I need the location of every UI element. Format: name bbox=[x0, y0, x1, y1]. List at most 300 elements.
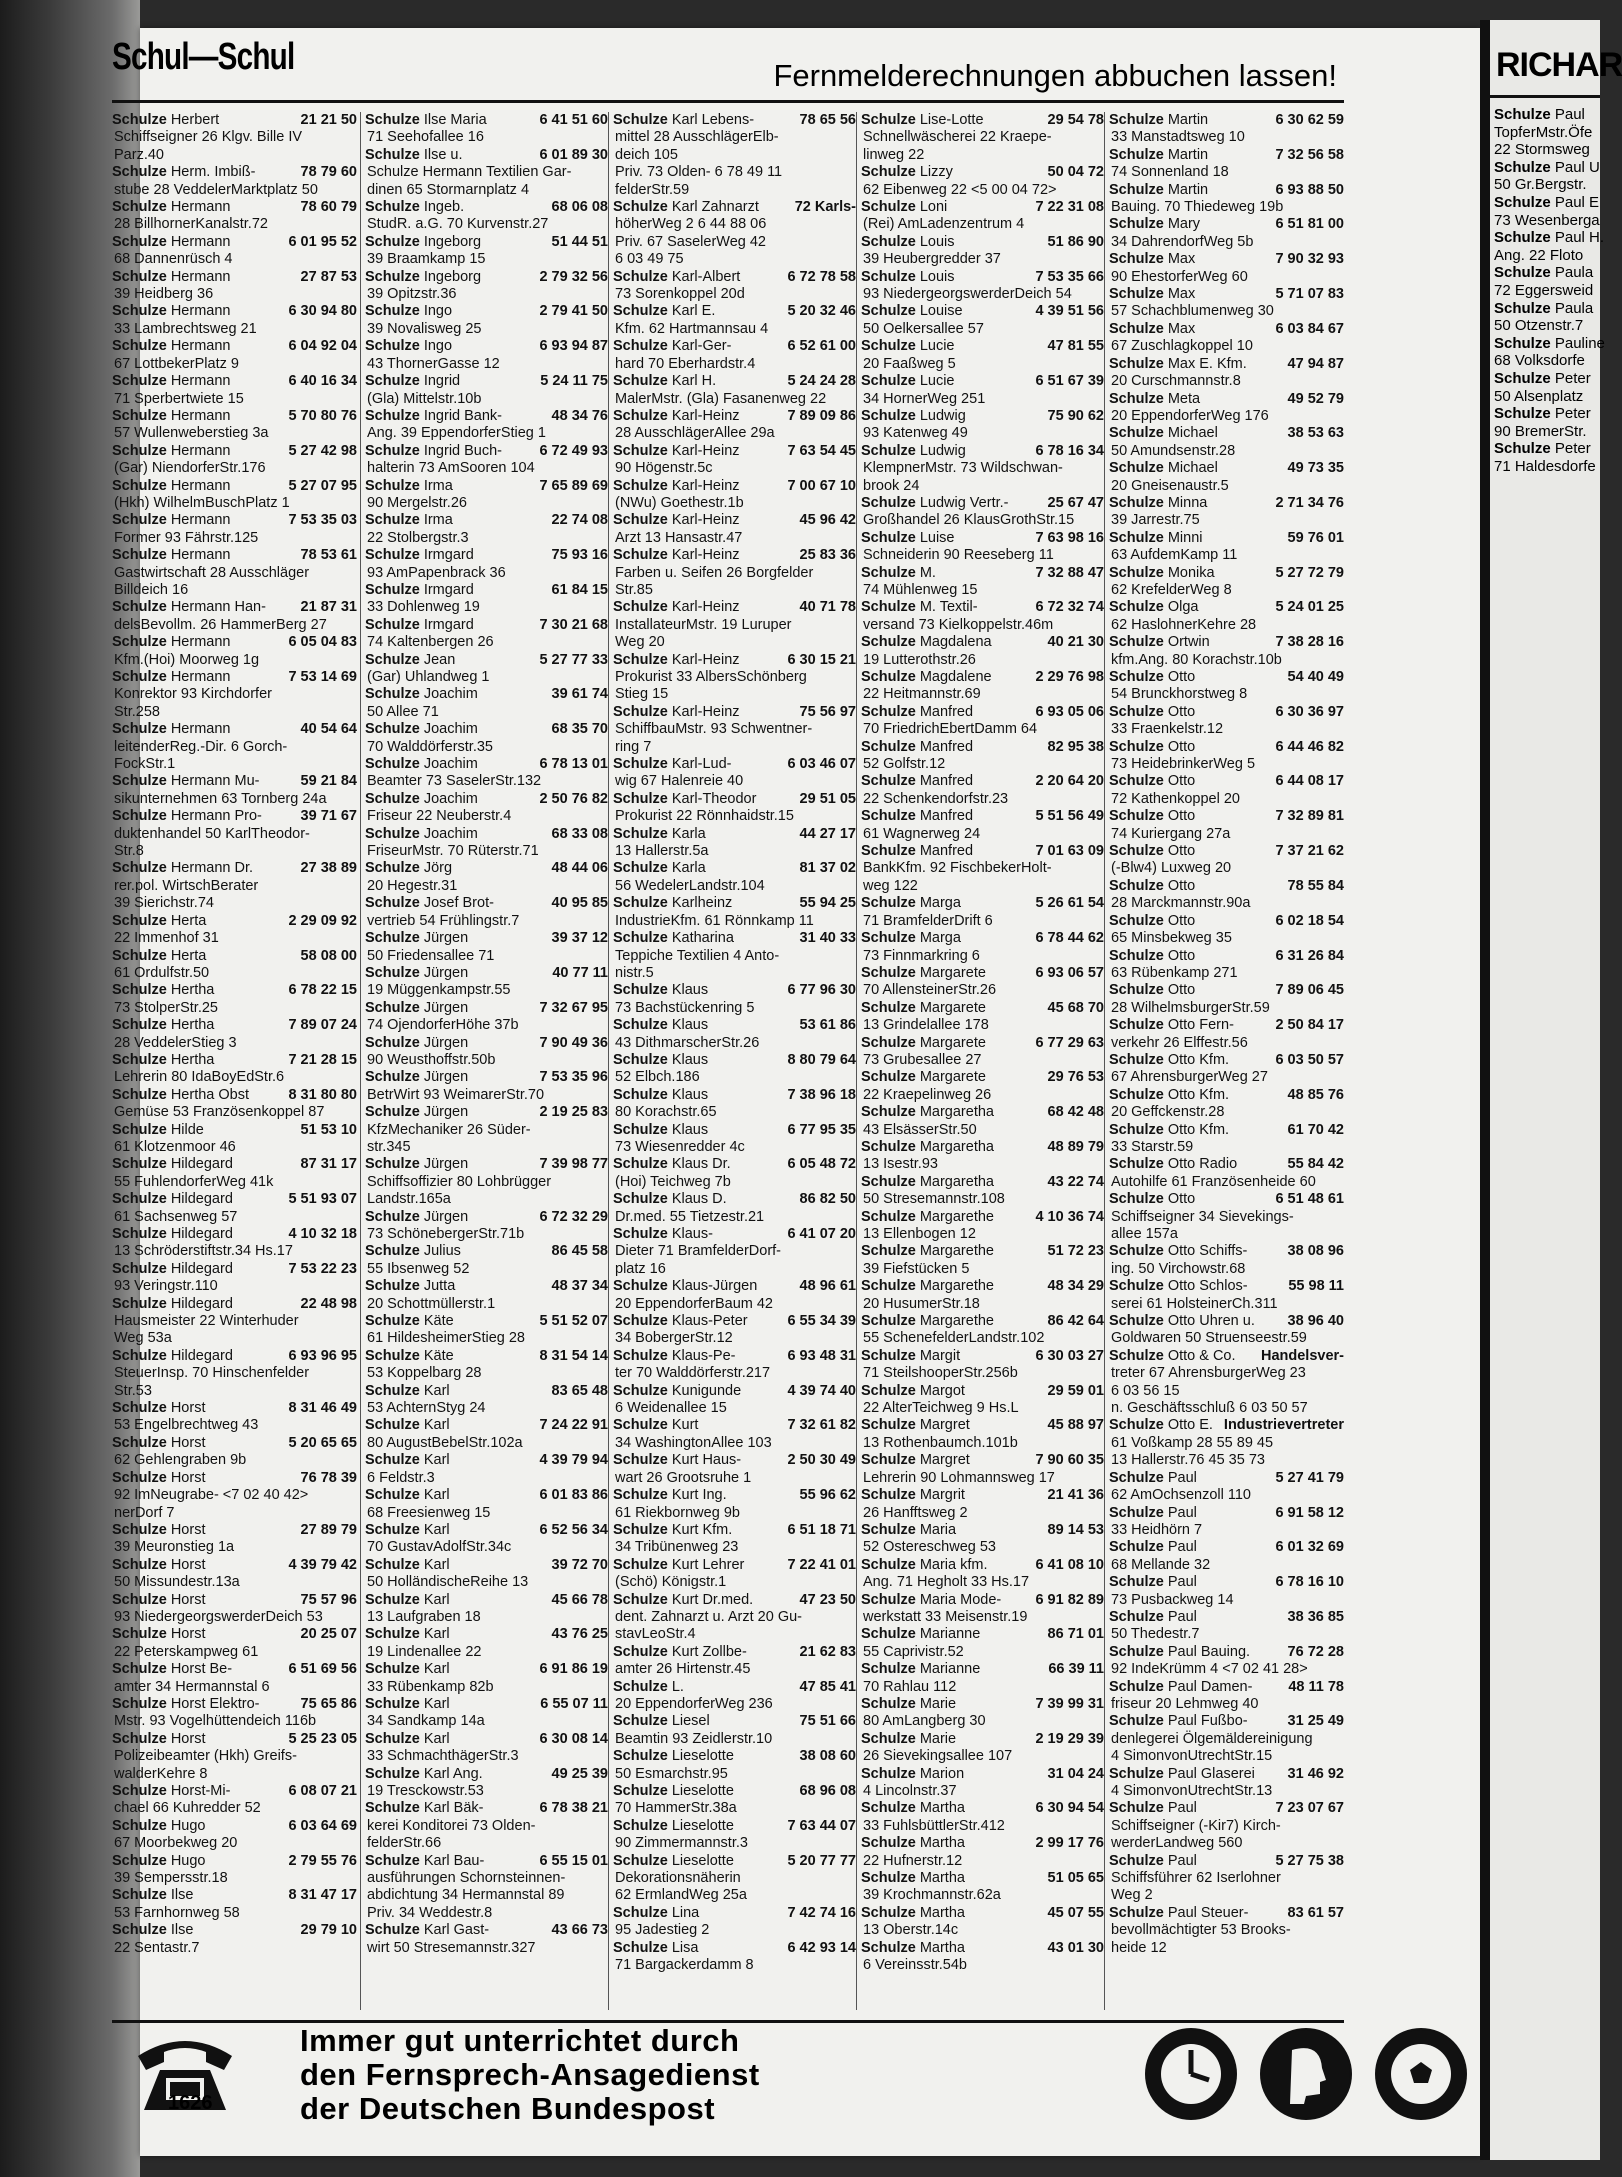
entry-detail-line: Stieg 15 bbox=[615, 686, 669, 703]
directory-entry bbox=[861, 303, 1104, 338]
entry-surname: Schulze bbox=[1109, 494, 1164, 511]
entry-given-name: Ludwig Vertr.- bbox=[919, 494, 1009, 511]
entry-detail-line: 6 Feldstr.3 bbox=[367, 1469, 435, 1486]
entry-first-line bbox=[112, 547, 357, 564]
right-page-detail: TopferMstr.Öfe bbox=[1494, 123, 1593, 141]
entry-detail-line: serei 61 HolsteinerCh.311 bbox=[1111, 1295, 1278, 1312]
entry-given-name: Hermann Han- bbox=[170, 599, 266, 616]
entry-detail-line: 13 Hallerstr.76 45 35 73 bbox=[1111, 1452, 1265, 1469]
directory-entry bbox=[861, 269, 1104, 304]
entry-first-line bbox=[861, 704, 1104, 721]
entry-name bbox=[112, 669, 282, 686]
entry-detail-line: hard 70 Eberhardstr.4 bbox=[615, 355, 756, 372]
entry-surname: Schulze bbox=[112, 1191, 167, 1208]
entry-first-line bbox=[112, 1783, 357, 1800]
entry-name bbox=[861, 408, 1042, 425]
entry-surname: Schulze bbox=[1109, 1313, 1164, 1330]
entry-phone-number: 5 20 32 46 bbox=[787, 303, 856, 320]
entry-first-line bbox=[1109, 391, 1344, 408]
directory-entry bbox=[861, 1592, 1104, 1627]
entry-phone-number: 6 08 07 21 bbox=[288, 1783, 357, 1799]
entry-first-line bbox=[1109, 669, 1344, 686]
entry-detail-line: 73 Grubesallee 27 bbox=[863, 1051, 982, 1068]
entry-given-name: Martha bbox=[919, 1939, 965, 1956]
entry-detail-line: treter 67 AhrensburgerWeg 23 bbox=[1111, 1365, 1306, 1382]
directory-entry bbox=[1109, 599, 1344, 634]
directory-entry bbox=[1109, 1313, 1344, 1348]
entry-phone-number: 47 94 87 bbox=[1287, 355, 1344, 372]
entry-first-line bbox=[365, 1000, 608, 1017]
entry-name bbox=[613, 112, 794, 129]
entry-first-line bbox=[365, 1731, 608, 1748]
entry-phone-number: 4 39 79 94 bbox=[539, 1452, 608, 1469]
directory-entry bbox=[613, 982, 856, 1017]
entry-name bbox=[613, 1853, 781, 1870]
entry-detail-line: 61 Riekbornweg 9b bbox=[615, 1504, 740, 1521]
entry-surname: Schulze bbox=[112, 1086, 167, 1103]
entry-given-name: Horst bbox=[170, 1434, 206, 1451]
entry-phone-number: 29 59 01 bbox=[1047, 1382, 1104, 1399]
entry-phone-number: 86 42 64 bbox=[1047, 1313, 1104, 1330]
entry-given-name: Otto bbox=[1167, 843, 1196, 860]
entry-detail-line: 53 Engelbrechtweg 43 bbox=[114, 1417, 259, 1434]
entry-phone-number: 6 77 29 63 bbox=[1035, 1034, 1104, 1051]
entry-detail-line: 19 Müggenkampstr.55 bbox=[367, 982, 511, 999]
directory-entry bbox=[861, 599, 1104, 634]
entry-phone-number: 43 22 74 bbox=[1047, 1173, 1104, 1190]
directory-entry bbox=[861, 1000, 1104, 1035]
entry-surname: Schulze bbox=[365, 964, 420, 981]
entry-surname: Schulze bbox=[1109, 1800, 1164, 1817]
entry-name bbox=[861, 843, 1029, 860]
entry-detail-line: Schiffsführer 62 Iserlohner bbox=[1111, 1870, 1281, 1887]
entry-detail-line: Str.85 bbox=[615, 581, 653, 598]
entry-given-name: Hermann bbox=[170, 233, 231, 250]
entry-given-name: Ingeborg bbox=[423, 268, 482, 285]
entry-detail-line: 62 AmOchsenzoll 110 bbox=[1111, 1487, 1251, 1504]
entry-name bbox=[365, 1522, 533, 1539]
entry-phone-number: 7 32 61 82 bbox=[787, 1417, 856, 1434]
entry-phone-number: 43 66 73 bbox=[551, 1922, 608, 1939]
entry-detail-line: SteuerInsp. 70 Hinschenfelder bbox=[114, 1365, 310, 1382]
entry-name bbox=[365, 1922, 546, 1939]
directory-entry bbox=[112, 373, 357, 408]
entry-detail-line: (Gla) Mittelstr.10b bbox=[367, 390, 482, 407]
entry-surname: Schulze bbox=[861, 1417, 916, 1434]
entry-first-line bbox=[112, 1922, 357, 1939]
entry-surname: Schulze bbox=[1109, 634, 1164, 651]
entry-first-line bbox=[112, 1818, 357, 1835]
directory-entry bbox=[112, 1626, 357, 1661]
entry-surname: Schulze bbox=[861, 999, 916, 1016]
entry-detail-line: stube 28 VeddelerMarktplatz 50 bbox=[114, 181, 318, 198]
entry-detail-line: 13 Grindelallee 178 bbox=[863, 1017, 989, 1034]
entry-surname: Schulze bbox=[1109, 1608, 1164, 1625]
directory-entry bbox=[1109, 1679, 1344, 1714]
entry-phone-number: 45 66 78 bbox=[551, 1591, 608, 1608]
entry-phone-number: 5 51 52 07 bbox=[539, 1313, 608, 1330]
entry-given-name: Manfred bbox=[919, 773, 974, 790]
entry-given-name: Julius bbox=[423, 1243, 461, 1260]
entry-given-name: Hermann bbox=[170, 669, 231, 685]
entry-surname: Schulze bbox=[112, 233, 167, 250]
entry-detail-line: Autohilfe 61 Französenheide 60 bbox=[1111, 1173, 1316, 1190]
entry-given-name: Klaus bbox=[671, 1051, 709, 1068]
entry-surname: Schulze bbox=[861, 930, 916, 947]
directory-entry bbox=[861, 164, 1104, 199]
entry-first-line bbox=[1109, 948, 1344, 965]
directory-entry bbox=[1109, 1470, 1344, 1505]
entry-detail-line: MalerMstr. (Gla) Fasanenweg 22 bbox=[615, 390, 827, 407]
entry-first-line bbox=[861, 930, 1104, 947]
profile-icon bbox=[1260, 2028, 1352, 2120]
entry-given-name: Karl E. bbox=[671, 303, 716, 320]
entry-name bbox=[1109, 1122, 1282, 1139]
right-page-line bbox=[1490, 282, 1600, 300]
entry-name bbox=[112, 860, 295, 877]
entry-detail-line: 6 03 49 75 bbox=[615, 251, 684, 268]
entry-given-name: Jürgen bbox=[423, 930, 469, 947]
entry-surname: Schulze bbox=[1109, 425, 1164, 442]
entry-given-name: Hermann bbox=[170, 407, 231, 424]
entry-name bbox=[861, 1905, 1042, 1922]
entry-first-line bbox=[112, 443, 357, 460]
entry-detail-line: 33 Heidhörn 7 bbox=[1111, 1521, 1203, 1538]
entry-surname: Schulze bbox=[112, 199, 167, 216]
entry-first-line bbox=[613, 1592, 856, 1609]
entry-first-line bbox=[1109, 1191, 1344, 1208]
directory-entry bbox=[112, 234, 357, 269]
entry-detail-line: Teppiche Textilien 4 Anto- bbox=[615, 947, 780, 964]
entry-phone-number: 75 90 62 bbox=[1047, 407, 1104, 424]
entry-phone-number: 6 05 48 72 bbox=[787, 1156, 856, 1173]
entry-surname: Schulze bbox=[112, 808, 167, 825]
entry-given-name: Horst-Mi- bbox=[170, 1783, 231, 1799]
entry-surname: Schulze bbox=[365, 547, 420, 564]
entry-given-name: Herm. Imbiß- bbox=[170, 164, 256, 181]
entry-given-name: M. bbox=[919, 564, 936, 581]
entry-given-name: Monika bbox=[1167, 564, 1215, 581]
entry-given-name: Margaretha bbox=[919, 1138, 994, 1155]
entry-name bbox=[613, 1679, 794, 1696]
entry-given-name: Klaus bbox=[671, 1017, 709, 1034]
entry-detail-line: 62 Eibenweg 22 <5 00 04 72> bbox=[863, 181, 1057, 198]
entry-name bbox=[613, 1713, 794, 1730]
directory-entry bbox=[112, 1261, 357, 1296]
entry-surname: Schulze bbox=[365, 303, 420, 320]
entry-given-name: Ilse u. bbox=[423, 146, 463, 163]
entry-name bbox=[112, 1052, 282, 1069]
entry-surname: Schulze bbox=[1109, 1278, 1164, 1295]
entry-name bbox=[112, 1156, 295, 1173]
entry-surname: Schulze bbox=[365, 1243, 420, 1260]
entry-phone-number: 86 71 01 bbox=[1047, 1626, 1104, 1643]
entry-surname: Schulze bbox=[613, 1678, 668, 1695]
entry-given-name: Karla bbox=[671, 860, 706, 877]
entry-name bbox=[365, 1731, 533, 1748]
entry-given-name: Ingrid Bank- bbox=[423, 407, 503, 424]
directory-entry bbox=[861, 1522, 1104, 1557]
entry-detail-line: 22 Sentastr.7 bbox=[114, 1939, 200, 1956]
entry-first-line bbox=[613, 1383, 856, 1400]
entry-first-line bbox=[861, 1905, 1104, 1922]
entry-first-line bbox=[365, 373, 608, 390]
entry-name bbox=[365, 547, 546, 564]
entry-given-name: Margret bbox=[919, 1452, 970, 1469]
entry-given-name: Horst bbox=[170, 1469, 206, 1486]
entry-detail-line: 57 Schachblumenweg 30 bbox=[1111, 303, 1274, 320]
entry-phone-number: 40 71 78 bbox=[799, 599, 856, 616]
entry-given-name: Hermann bbox=[170, 373, 231, 390]
entry-surname: Schulze bbox=[112, 1469, 167, 1486]
entry-name bbox=[112, 599, 295, 616]
entry-phone-number: 58 08 00 bbox=[300, 947, 357, 964]
entry-detail-line: 33 Manstadtsweg 10 bbox=[1111, 129, 1245, 146]
entry-surname: Schulze bbox=[861, 407, 916, 424]
entry-given-name: Maria bbox=[919, 1521, 957, 1538]
entry-first-line bbox=[365, 147, 608, 164]
entry-given-name: Karl-Heinz bbox=[671, 651, 740, 668]
entry-given-name: Otto bbox=[1167, 877, 1196, 894]
entry-phone-number: 6 05 04 83 bbox=[288, 634, 357, 651]
entry-given-name: Margarete bbox=[919, 1034, 986, 1051]
entry-given-name: Josef Brot- bbox=[423, 895, 494, 912]
entry-given-name: Manfred bbox=[919, 703, 974, 720]
entry-surname: Schulze bbox=[613, 1713, 668, 1730]
entry-first-line bbox=[861, 1661, 1104, 1678]
entry-detail-line: Schiffsoffizier 80 Lohbrügger bbox=[367, 1173, 552, 1190]
entry-phone-number: 55 94 25 bbox=[799, 895, 856, 912]
directory-entry bbox=[1109, 1644, 1344, 1679]
entry-detail-line: Priv. 34 Weddestr.8 bbox=[367, 1904, 493, 1921]
entry-phone-number: 7 90 32 93 bbox=[1275, 251, 1344, 268]
directory-entry bbox=[112, 982, 357, 1017]
entry-phone-number: 75 93 16 bbox=[551, 547, 608, 564]
entry-given-name: Karl-Albert bbox=[671, 268, 741, 285]
entry-first-line bbox=[613, 303, 856, 320]
entry-surname: Schulze bbox=[112, 407, 167, 424]
entry-given-name: Karl bbox=[423, 1487, 450, 1504]
directory-entry bbox=[1109, 147, 1344, 182]
entry-phone-number: 6 78 38 21 bbox=[539, 1800, 608, 1817]
entry-given-name: Herbert bbox=[170, 112, 220, 128]
entry-first-line bbox=[613, 112, 856, 129]
entry-name bbox=[112, 1696, 295, 1713]
entry-name bbox=[112, 773, 295, 790]
directory-entry bbox=[365, 512, 608, 547]
entry-name bbox=[1109, 391, 1282, 408]
entry-first-line bbox=[1109, 460, 1344, 477]
entry-detail-line: 53 Farnhornweg 58 bbox=[114, 1904, 240, 1921]
entry-phone-number: 7 42 74 16 bbox=[787, 1904, 856, 1921]
entry-surname: Schulze bbox=[1109, 599, 1164, 616]
entry-surname: Schulze bbox=[365, 199, 420, 216]
entry-given-name: Karl H. bbox=[671, 373, 717, 390]
entry-phone-number: 2 50 84 17 bbox=[1275, 1017, 1344, 1034]
entry-surname: Schulze bbox=[365, 1278, 420, 1295]
entry-detail-line: Str.258 bbox=[114, 703, 160, 720]
entry-phone-number: 43 76 25 bbox=[551, 1626, 608, 1643]
entry-surname: Schulze bbox=[1109, 320, 1164, 337]
entry-first-line bbox=[613, 791, 856, 808]
entry-name bbox=[861, 443, 1029, 460]
entry-name bbox=[613, 652, 781, 669]
entry-detail-line: werderLandweg 560 bbox=[1111, 1835, 1243, 1852]
directory-entry bbox=[112, 303, 357, 338]
entry-name bbox=[1109, 182, 1269, 199]
entry-phone-number: 48 96 61 bbox=[799, 1278, 856, 1295]
entry-phone-number: 6 30 94 80 bbox=[288, 303, 357, 320]
entry-detail-line: BetrWirt 93 WeimarerStr.70 bbox=[367, 1086, 545, 1103]
entry-first-line bbox=[1109, 1052, 1344, 1069]
entry-first-line bbox=[365, 547, 608, 564]
entry-phone-number: 6 01 83 86 bbox=[539, 1487, 608, 1504]
directory-entry bbox=[112, 1156, 357, 1191]
entry-first-line bbox=[112, 860, 357, 877]
entry-name bbox=[112, 269, 295, 286]
entry-given-name: Kurt Kfm. bbox=[671, 1521, 733, 1538]
entry-given-name: Louis bbox=[919, 268, 955, 285]
entry-surname: Schulze bbox=[861, 1661, 916, 1678]
entry-surname: Schulze bbox=[1109, 982, 1164, 999]
entry-phone-number: 76 78 39 bbox=[300, 1469, 357, 1486]
entry-given-name: Paul bbox=[1167, 1504, 1197, 1521]
right-page-detail: 71 Haldesdorfe bbox=[1494, 457, 1596, 475]
entry-given-name: Horst Be- bbox=[170, 1661, 233, 1678]
entry-given-name: Klaus D. bbox=[671, 1191, 727, 1208]
entry-given-name: Hildegard bbox=[170, 1295, 233, 1312]
entry-first-line bbox=[1109, 634, 1344, 651]
entry-detail-line: 68 Freesienweg 15 bbox=[367, 1504, 491, 1521]
directory-entry bbox=[613, 1452, 856, 1487]
entry-surname: Schulze bbox=[861, 1591, 916, 1608]
entry-name bbox=[365, 895, 546, 912]
entry-phone-number: 6 51 81 00 bbox=[1275, 216, 1344, 233]
entry-surname: Schulze bbox=[861, 199, 916, 216]
entry-name bbox=[1109, 565, 1269, 582]
entry-first-line bbox=[1109, 1313, 1344, 1330]
entry-detail-line: 28 Marckmannstr.90a bbox=[1111, 895, 1251, 912]
entry-surname: Schulze bbox=[365, 1521, 420, 1538]
entry-surname: Schulze bbox=[112, 947, 167, 964]
entry-given-name: Ilse Maria bbox=[423, 112, 487, 128]
entry-detail-line: (Hkh) WilhelmBuschPlatz 1 bbox=[114, 494, 290, 511]
entry-given-name: Ilse bbox=[170, 1887, 194, 1904]
entry-first-line bbox=[112, 1661, 357, 1678]
entry-detail-line: 95 Jadestieg 2 bbox=[615, 1922, 710, 1939]
entry-first-line bbox=[613, 652, 856, 669]
entry-phone-number: 49 52 79 bbox=[1287, 390, 1344, 407]
entry-given-name: Margarethe bbox=[919, 1208, 994, 1225]
entry-surname: Schulze bbox=[613, 1017, 668, 1034]
entry-first-line bbox=[112, 1696, 357, 1713]
entry-phone-number: 7 63 54 45 bbox=[787, 442, 856, 459]
entry-given-name: Manfred bbox=[919, 738, 974, 755]
entry-first-line bbox=[365, 1626, 608, 1643]
entry-phone-number: 49 73 35 bbox=[1287, 460, 1344, 477]
entry-surname: Schulze bbox=[365, 233, 420, 250]
entry-phone-number: 5 51 56 49 bbox=[1035, 808, 1104, 825]
entry-surname: Schulze bbox=[112, 1661, 167, 1678]
entry-phone-number: 6 55 15 01 bbox=[539, 1852, 608, 1869]
entry-name bbox=[861, 808, 1029, 825]
entry-phone-number: 48 89 79 bbox=[1047, 1138, 1104, 1155]
entry-detail-line: 50 Esmarchstr.95 bbox=[615, 1765, 728, 1782]
entry-surname: Schulze bbox=[613, 756, 668, 773]
entry-first-line bbox=[1109, 1574, 1344, 1591]
directory-entry bbox=[1109, 704, 1344, 739]
entry-name bbox=[112, 1557, 282, 1574]
entry-detail-line: 22 Hufnerstr.12 bbox=[863, 1852, 963, 1869]
entry-detail-line: 6 Vereinsstr.54b bbox=[863, 1957, 967, 1974]
entry-surname: Schulze bbox=[365, 860, 420, 877]
entry-given-name: Hugo bbox=[170, 1817, 206, 1834]
entry-first-line bbox=[861, 1487, 1104, 1504]
entry-name bbox=[861, 495, 1042, 512]
entry-detail-line: 52 Ostereschweg 53 bbox=[863, 1539, 996, 1556]
entry-detail-line: heide 12 bbox=[1111, 1939, 1167, 1956]
entry-first-line bbox=[613, 373, 856, 390]
entry-surname: Schulze bbox=[613, 1783, 668, 1799]
entry-detail-line: 74 Kuriergang 27a bbox=[1111, 825, 1231, 842]
entry-first-line bbox=[112, 1087, 357, 1104]
entry-given-name: Karl-Heinz bbox=[671, 512, 740, 529]
entry-first-line bbox=[112, 1122, 357, 1139]
entry-name bbox=[861, 1487, 1042, 1504]
entry-given-name: Max bbox=[1167, 286, 1196, 303]
entry-detail-line: 68 Mellande 32 bbox=[1111, 1556, 1211, 1573]
entry-detail-line: 53 AchternStyg 24 bbox=[367, 1400, 486, 1417]
entry-name bbox=[1109, 773, 1269, 790]
directory-entry bbox=[613, 1017, 856, 1052]
entry-surname: Schulze bbox=[365, 1417, 420, 1434]
entry-detail-line: 67 AhrensburgerWeg 27 bbox=[1111, 1069, 1268, 1086]
entry-phone-number: 6 01 32 69 bbox=[1275, 1539, 1344, 1556]
entry-surname: Schulze bbox=[613, 1487, 668, 1504]
entry-detail-line: amter 34 Hermannstal 6 bbox=[114, 1678, 270, 1695]
entry-name bbox=[1109, 1017, 1269, 1034]
entry-detail-line: 39 Heubergredder 37 bbox=[863, 251, 1001, 268]
entry-surname: Schulze bbox=[861, 1347, 916, 1364]
entry-given-name: Hermann bbox=[170, 547, 231, 564]
entry-detail-line: Weg 2 bbox=[1111, 1887, 1153, 1904]
entry-first-line bbox=[861, 565, 1104, 582]
entry-given-name: Karla bbox=[671, 825, 706, 842]
entry-first-line bbox=[1109, 251, 1344, 268]
entry-given-name: Hermann Pro- bbox=[170, 808, 262, 825]
right-page-line bbox=[1490, 423, 1600, 441]
directory-entry bbox=[1109, 808, 1344, 843]
entry-surname: Schulze bbox=[1109, 112, 1164, 128]
entry-surname: Schulze bbox=[1109, 1643, 1164, 1660]
entry-given-name: Kurt Dr.med. bbox=[671, 1591, 754, 1608]
entry-phone-number: 40 77 11 bbox=[552, 964, 608, 981]
entry-name bbox=[613, 303, 781, 320]
entry-first-line bbox=[112, 478, 357, 495]
entry-detail-line: abdichtung 34 Hermannstal 89 bbox=[367, 1887, 565, 1904]
entry-name bbox=[613, 512, 794, 529]
entry-first-line bbox=[861, 338, 1104, 355]
entry-given-name: Käte bbox=[423, 1347, 454, 1364]
entry-phone-number: 6 44 46 82 bbox=[1275, 738, 1344, 755]
directory-entry bbox=[1109, 286, 1344, 321]
entry-given-name: Irma bbox=[423, 477, 453, 494]
entry-first-line bbox=[365, 930, 608, 947]
entry-first-line bbox=[112, 948, 357, 965]
entry-name bbox=[112, 721, 295, 738]
entry-first-line bbox=[613, 338, 856, 355]
entry-name bbox=[861, 1278, 1042, 1295]
